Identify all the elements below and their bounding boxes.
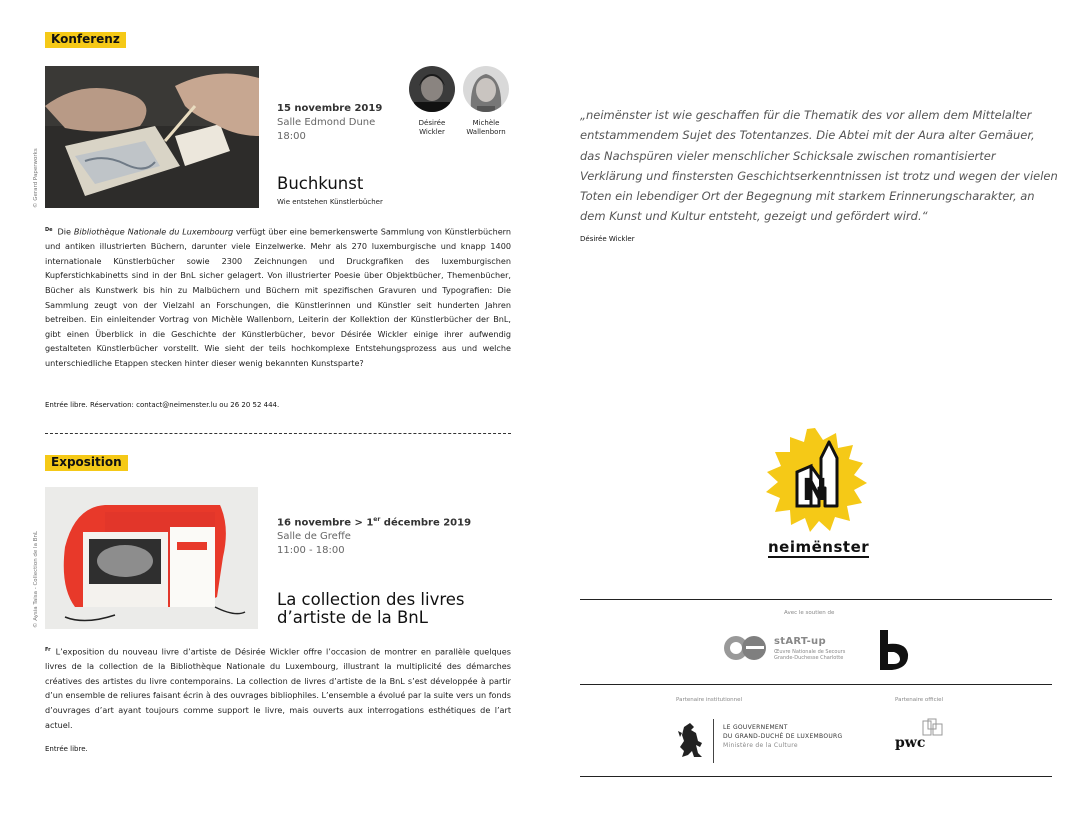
gov-line3: Ministère de la Culture [723, 742, 798, 749]
gov-line2: DU GRAND-DUCHÉ DE LUXEMBOURG [723, 733, 843, 740]
speaker-first-name: Michèle [472, 119, 500, 127]
language-marker: Fr [45, 647, 51, 653]
exhibition-date-start: 16 novembre > 1 [277, 517, 374, 529]
exhibition-venue: Salle de Greffe [277, 531, 351, 543]
conference-tag: Konferenz [45, 32, 126, 48]
conference-body [45, 223, 511, 371]
conference-venue: Salle Edmond Dune [277, 117, 376, 128]
speaker-avatar-wickler [409, 66, 455, 112]
conference-time: 18:00 [277, 131, 306, 142]
official-label: Partenaire officiel [895, 697, 944, 703]
exhibition-title-line2: d’artiste de la BnL [277, 608, 428, 627]
conference-subtitle: Wie entstehen Künstlerbücher [277, 198, 383, 206]
pwc-logo: pwc [895, 735, 926, 751]
gov-divider [713, 719, 714, 763]
sponsor-rule-top [580, 599, 1052, 600]
exhibition-tag: Exposition [45, 455, 128, 471]
neimenster-wordmark: neimënster [768, 538, 870, 556]
start-up-line2: Grande-Duchesse Charlotte [774, 655, 844, 661]
exhibition-date [277, 513, 471, 530]
exhibition-date-end: décembre 2019 [380, 517, 472, 529]
sponsor-rule-bottom [580, 776, 1052, 777]
conference-date: 15 novembre 2019 [277, 103, 383, 114]
speaker-avatar-wallenborn [463, 66, 509, 112]
oe-logo-icon [722, 633, 768, 663]
speaker-first-name: Désirée [418, 119, 446, 127]
support-label: Avec le soutien de [784, 610, 835, 616]
quote-author: Désirée Wickler [580, 235, 635, 243]
conference-note: Entrée libre. Réservation: contact@neimenster.lu ou 26 20 52 444. [45, 401, 280, 409]
conference-photo-credit: © Gerard Paperworks [33, 148, 39, 208]
speaker-name-wickler [402, 119, 462, 137]
government-text [723, 723, 842, 750]
exhibition-photo-credit: © Aysia Taisa - Collection de la BnL [33, 530, 39, 628]
exhibition-body-text: L’exposition du nouveau livre d’artiste de Désirée Wickler offre l’occasion de montrer en parallèle quelques livres de la collection de la Bibliothèque Nationale du Luxembourg, illustrant la multiplicité des démarches créatives des artistes du livre contemporains. La collection de livres d’artiste de la BnL s’est développée à partir d’un ensemble de reliures faisant écrin à des ouvrages bibliophiles. L’ensemble a évolué par la suite vers un fonds d’ouvrages d’art ayant toujours comme support le livre, mais ouverts aux interrogations esthétiques de l’art actuel. [45, 646, 511, 730]
bnl-logo-icon [880, 630, 910, 670]
speaker-name-wallenborn [456, 119, 516, 137]
speaker-last-name: Wallenborn [466, 128, 506, 136]
exhibition-body [45, 643, 511, 732]
neimenster-logo-badge [763, 428, 867, 532]
exhibition-photo [45, 487, 258, 629]
exhibition-title-line1: La collection des livres [277, 590, 465, 609]
exhibition-date-sup: er [373, 516, 381, 523]
exhibition-title [277, 591, 465, 627]
conference-title: Buchkunst [277, 174, 364, 193]
language-marker: De [45, 227, 53, 233]
institutional-label: Partenaire institutionnel [676, 697, 743, 703]
sponsor-rule-middle [580, 684, 1052, 685]
gov-line1: LE GOUVERNEMENT [723, 724, 788, 731]
luxembourg-lion-icon [676, 721, 706, 761]
logo-letter: N [802, 473, 828, 508]
conference-photo [45, 66, 259, 208]
conference-meta [277, 102, 382, 144]
conference-body-pre: Die [57, 226, 74, 237]
start-up-name: stART-up [774, 636, 826, 647]
speaker-last-name: Wickler [419, 128, 445, 136]
conference-body-em: Bibliothèque Nationale du Luxembourg [73, 226, 234, 237]
exhibition-meta [277, 513, 471, 558]
pwc-blocks-icon [922, 718, 944, 736]
quote-text: „neimënster ist wie geschaffen für die Thematik des vor allem dem Mittelalter entstammendem Sujet des Totentanzes. Die Abtei mit der Aura alter Gemäuer, das Nachspüren vieler menschlicher Schicksale zwischen romantisierter Verklärung und finstersten Geschichtserkenntnissen ist trotz und wegen der vielen Toten ein lebendiger Ort der Begegnung mit starkem Erinnerungscharakter, an dem Kunst und Kultur entsteht, gezeigt und gefördert wird.“ [580, 108, 1058, 224]
conference-body-post: verfügt über eine bemerkenswerte Sammlung von Künstlerbüchern und antiken illustrierten Büchern, darunter viele Einzelwerke. Mehr als 270 luxemburgische und knapp 1400 internationale Künstlerbücher sowie 2300 Zeichnungen und Druckgrafiken des luxemburgischen Kupferstichkabinetts sind in der BnL sicher gelagert. Von illustrierter Poesie über Objektbücher, Themenbücher, Bücher als Kunstwerk bis hin zu Malbüchern und Büchern mit spezifischen Gravuren und Typografien: Die Sammlung zeugt von der Vielzahl an Forschungen, die Künstlerinnen und Künstler seit hunderten Jahren betreiben. Ein einleitender Vortrag von Michèle Wallenborn, Leiterin der Kollektion der Künstlerbücher der BnL, gibt einen Überblick in die Geschichte der Künstlerbücher, bevor Désirée Wickler einige ihrer aufwendig gestalteten Künstlerbücher vorstellt. Wie sieht der teils hochkomplexe Entstehungsprozess aus und welche unterschiedliche Etappen stecken hinter dieser wenig bekannten Kunstsparte? [45, 226, 511, 369]
start-up-subtext [774, 649, 845, 661]
exhibition-note: Entrée libre. [45, 745, 88, 753]
start-up-line1: Œuvre Nationale de Secours [774, 649, 846, 655]
section-divider [45, 433, 511, 434]
exhibition-time: 11:00 - 18:00 [277, 545, 345, 557]
